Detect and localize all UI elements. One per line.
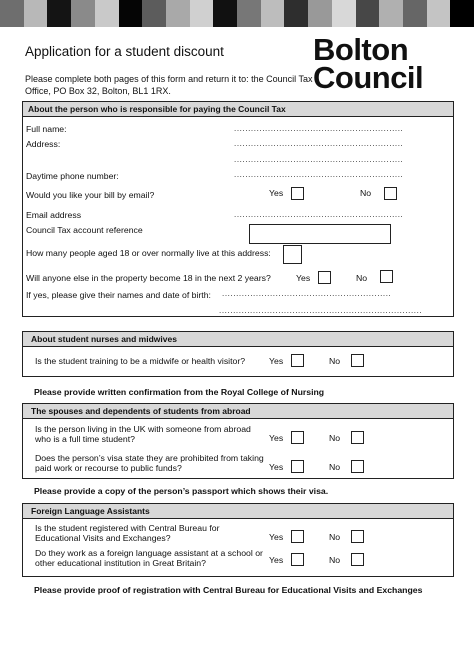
assistant-no-label: No (329, 555, 341, 565)
header-bar-segment (332, 0, 356, 27)
people-18-over-input[interactable] (283, 245, 302, 264)
header-bar-segment (142, 0, 166, 27)
section-council-tax-payer (22, 101, 454, 317)
nursing-note: Please provide written confirmation from the Royal College of Nursing (34, 387, 325, 397)
header-bar-segment (427, 0, 451, 27)
full-name-field[interactable]: ............................................................ (234, 124, 404, 133)
midwife-question: Is the student training to be a midwife or health visitor? (35, 356, 246, 366)
section-heading: About the person who is responsible for paying the Council Tax (23, 102, 453, 117)
registration-note: Please provide proof of registration with Central Bureau for Educational Visits and Exchanges (34, 585, 423, 595)
visa-yes-label: Yes (269, 462, 284, 472)
section-heading: The spouses and dependents of students from abroad (23, 404, 453, 419)
names-dob-label: If yes, please give their names and date of birth: (26, 290, 211, 300)
header-bar-segment (0, 0, 24, 27)
assistant-question-line-2: other educational institution in Great Britain? (35, 558, 206, 568)
header-bar-segment (71, 0, 95, 27)
full-name-label: Full name: (26, 124, 67, 134)
header-bar-segment (237, 0, 261, 27)
assistant-no-checkbox[interactable] (351, 553, 364, 566)
header-bar-segment (356, 0, 380, 27)
bill-email-yes-label: Yes (269, 188, 284, 198)
daytime-phone-label: Daytime phone number: (26, 171, 119, 181)
living-question-line-2: who is a full time student? (35, 434, 135, 444)
daytime-phone-field[interactable]: ............................................................ (234, 170, 404, 179)
living-no-label: No (329, 433, 341, 443)
assistant-question-line-1: Do they work as a foreign language assistant at a school or (35, 548, 263, 558)
living-no-checkbox[interactable] (351, 431, 364, 444)
living-question-line-1: Is the person living in the UK with someone from abroad (35, 424, 251, 434)
account-reference-input[interactable] (249, 224, 391, 244)
midwife-yes-checkbox[interactable] (291, 354, 304, 367)
bill-email-no-label: No (360, 188, 372, 198)
header-bar-segment (47, 0, 71, 27)
section-student-nurses (22, 331, 454, 377)
living-yes-checkbox[interactable] (291, 431, 304, 444)
section-heading: About student nurses and midwives (23, 332, 453, 347)
names-dob-field-line-1[interactable]: ............................................................ (222, 289, 392, 298)
header-bar-segment (119, 0, 143, 27)
visa-no-label: No (329, 462, 341, 472)
bill-email-yes-checkbox[interactable] (291, 187, 304, 200)
passport-note: Please provide a copy of the person’s passport which shows their visa. (34, 486, 329, 496)
registered-yes-checkbox[interactable] (291, 530, 304, 543)
address-field-line-1[interactable]: ............................................................ (234, 139, 404, 148)
header-color-bar (0, 0, 474, 27)
logo-line-2: Council (313, 60, 424, 95)
bill-email-no-checkbox[interactable] (384, 187, 397, 200)
section-heading: Foreign Language Assistants (23, 504, 453, 519)
email-address-label: Email address (26, 210, 82, 220)
registered-question-line-1: Is the student registered with Central Bureau for (35, 523, 220, 533)
header-bar-segment (403, 0, 427, 27)
assistant-yes-label: Yes (269, 555, 284, 565)
intro-line-2: Office, PO Box 32, Bolton, BL1 1RX. (25, 86, 171, 96)
people-18-over-label: How many people aged 18 or over normally live at this address: (26, 248, 271, 258)
header-bar-segment (308, 0, 332, 27)
section-spouses-dependents (22, 403, 454, 479)
header-bar-segment (213, 0, 237, 27)
midwife-no-checkbox[interactable] (351, 354, 364, 367)
header-bar-segment (166, 0, 190, 27)
header-bar-segment (95, 0, 119, 27)
turning-18-no-checkbox[interactable] (380, 270, 393, 283)
assistant-yes-checkbox[interactable] (291, 553, 304, 566)
registered-no-label: No (329, 532, 341, 542)
header-bar-segment (261, 0, 285, 27)
section-language-assistants (22, 503, 454, 577)
bolton-council-logo (313, 34, 423, 93)
midwife-yes-label: Yes (269, 356, 284, 366)
logo-line-1: Bolton (313, 32, 409, 67)
header-bar-segment (190, 0, 214, 27)
header-bar-segment (284, 0, 308, 27)
visa-no-checkbox[interactable] (351, 460, 364, 473)
turning-18-yes-label: Yes (296, 273, 311, 283)
visa-yes-checkbox[interactable] (291, 460, 304, 473)
address-label: Address: (26, 139, 61, 149)
living-yes-label: Yes (269, 433, 284, 443)
turning-18-yes-checkbox[interactable] (318, 271, 331, 284)
turning-18-label: Will anyone else in the property become 18 in the next 2 years? (26, 273, 271, 283)
intro-line-1: Please complete both pages of this form and return it to: the Council Tax (25, 74, 313, 84)
address-field-line-2[interactable]: ............................................................ (234, 155, 404, 164)
account-reference-label: Council Tax account reference (26, 225, 143, 235)
bill-by-email-label: Would you like your bill by email? (26, 190, 155, 200)
visa-question-line-1: Does the person’s visa state they are prohibited from taking (35, 453, 264, 463)
registered-question-line-2: Educational Visits and Exchanges? (35, 533, 171, 543)
header-bar-segment (24, 0, 48, 27)
registered-no-checkbox[interactable] (351, 530, 364, 543)
midwife-no-label: No (329, 356, 341, 366)
registered-yes-label: Yes (269, 532, 284, 542)
form-title: Application for a student discount (25, 44, 224, 59)
visa-question-line-2: paid work or recourse to public funds? (35, 463, 182, 473)
header-bar-segment (450, 0, 474, 27)
email-address-field[interactable]: ............................................................ (234, 210, 404, 219)
names-dob-field-line-2[interactable]: ........................................................................ (219, 306, 423, 315)
turning-18-no-label: No (356, 273, 368, 283)
header-bar-segment (379, 0, 403, 27)
